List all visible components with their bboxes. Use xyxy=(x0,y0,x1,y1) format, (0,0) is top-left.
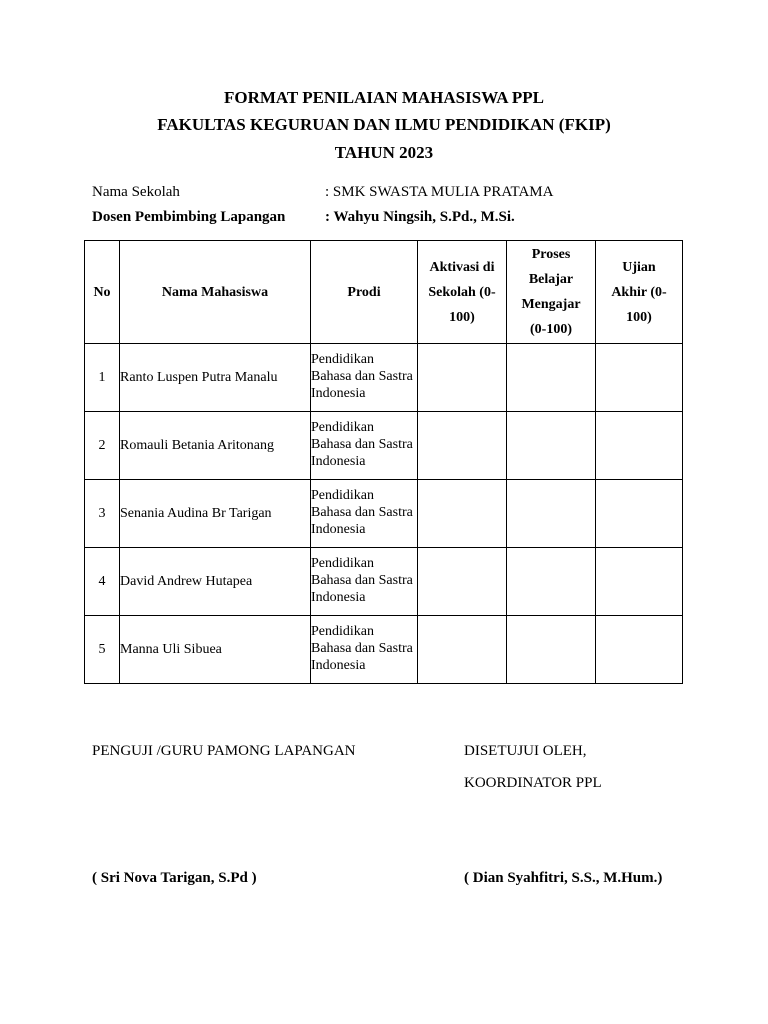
assessment-table xyxy=(84,240,683,684)
score-ujian[interactable] xyxy=(596,480,683,548)
row-number: 2 xyxy=(85,412,120,480)
score-proses[interactable] xyxy=(507,548,596,616)
row-number: 5 xyxy=(85,616,120,684)
school-value: : SMK SWASTA MULIA PRATAMA xyxy=(325,184,554,200)
approval-label: DISETUJUI OLEH, xyxy=(464,743,587,759)
score-ujian[interactable] xyxy=(596,548,683,616)
document-title: FORMAT PENILAIAN MAHASISWA PPL xyxy=(223,88,545,107)
score-aktivasi[interactable] xyxy=(418,344,507,412)
score-aktivasi[interactable] xyxy=(418,480,507,548)
row-number: 1 xyxy=(85,344,120,412)
score-ujian[interactable] xyxy=(596,412,683,480)
lecturer-info xyxy=(92,209,515,226)
score-aktivasi[interactable] xyxy=(418,548,507,616)
coordinator-role: KOORDINATOR PPL xyxy=(464,775,602,791)
examiner-name: ( Sri Nova Tarigan, S.Pd ) xyxy=(92,870,257,886)
student-name: Manna Uli Sibuea xyxy=(120,616,311,684)
faculty-title: FAKULTAS KEGURUAN DAN ILMU PENDIDIKAN (FKIP) xyxy=(157,115,611,134)
score-aktivasi[interactable] xyxy=(418,616,507,684)
school-info xyxy=(92,184,553,201)
score-proses[interactable] xyxy=(507,616,596,684)
table-row xyxy=(85,344,683,412)
student-name: Senania Audina Br Tarigan xyxy=(120,480,311,548)
score-ujian[interactable] xyxy=(596,344,683,412)
header-no: No xyxy=(85,241,120,344)
lecturer-label: Dosen Pembimbing Lapangan xyxy=(92,209,286,225)
header-nama: Nama Mahasiswa xyxy=(120,241,311,344)
table-row xyxy=(85,616,683,684)
header-proses: Proses Belajar Mengajar (0-100) xyxy=(507,241,596,344)
study-program: Pendidikan Bahasa dan Sastra Indonesia xyxy=(311,616,418,684)
score-aktivasi[interactable] xyxy=(418,412,507,480)
coordinator-name: ( Dian Syahfitri, S.S., M.Hum.) xyxy=(464,870,663,886)
student-name: Romauli Betania Aritonang xyxy=(120,412,311,480)
table-header-row xyxy=(85,241,683,344)
score-proses[interactable] xyxy=(507,480,596,548)
study-program: Pendidikan Bahasa dan Sastra Indonesia xyxy=(311,344,418,412)
study-program: Pendidikan Bahasa dan Sastra Indonesia xyxy=(311,480,418,548)
row-number: 3 xyxy=(85,480,120,548)
student-name: Ranto Luspen Putra Manalu xyxy=(120,344,311,412)
score-proses[interactable] xyxy=(507,344,596,412)
header-aktivasi: Aktivasi di Sekolah (0-100) xyxy=(418,241,507,344)
score-proses[interactable] xyxy=(507,412,596,480)
header-ujian: Ujian Akhir (0-100) xyxy=(596,241,683,344)
table-row xyxy=(85,412,683,480)
school-label: Nama Sekolah xyxy=(92,184,180,200)
study-program: Pendidikan Bahasa dan Sastra Indonesia xyxy=(311,412,418,480)
study-program: Pendidikan Bahasa dan Sastra Indonesia xyxy=(311,548,418,616)
year-title: TAHUN 2023 xyxy=(334,143,434,162)
header-prodi: Prodi xyxy=(311,241,418,344)
student-name: David Andrew Hutapea xyxy=(120,548,311,616)
score-ujian[interactable] xyxy=(596,616,683,684)
table-row xyxy=(85,480,683,548)
lecturer-value: : Wahyu Ningsih, S.Pd., M.Si. xyxy=(325,209,515,225)
examiner-role: PENGUJI /GURU PAMONG LAPANGAN xyxy=(92,743,356,759)
table-row xyxy=(85,548,683,616)
row-number: 4 xyxy=(85,548,120,616)
